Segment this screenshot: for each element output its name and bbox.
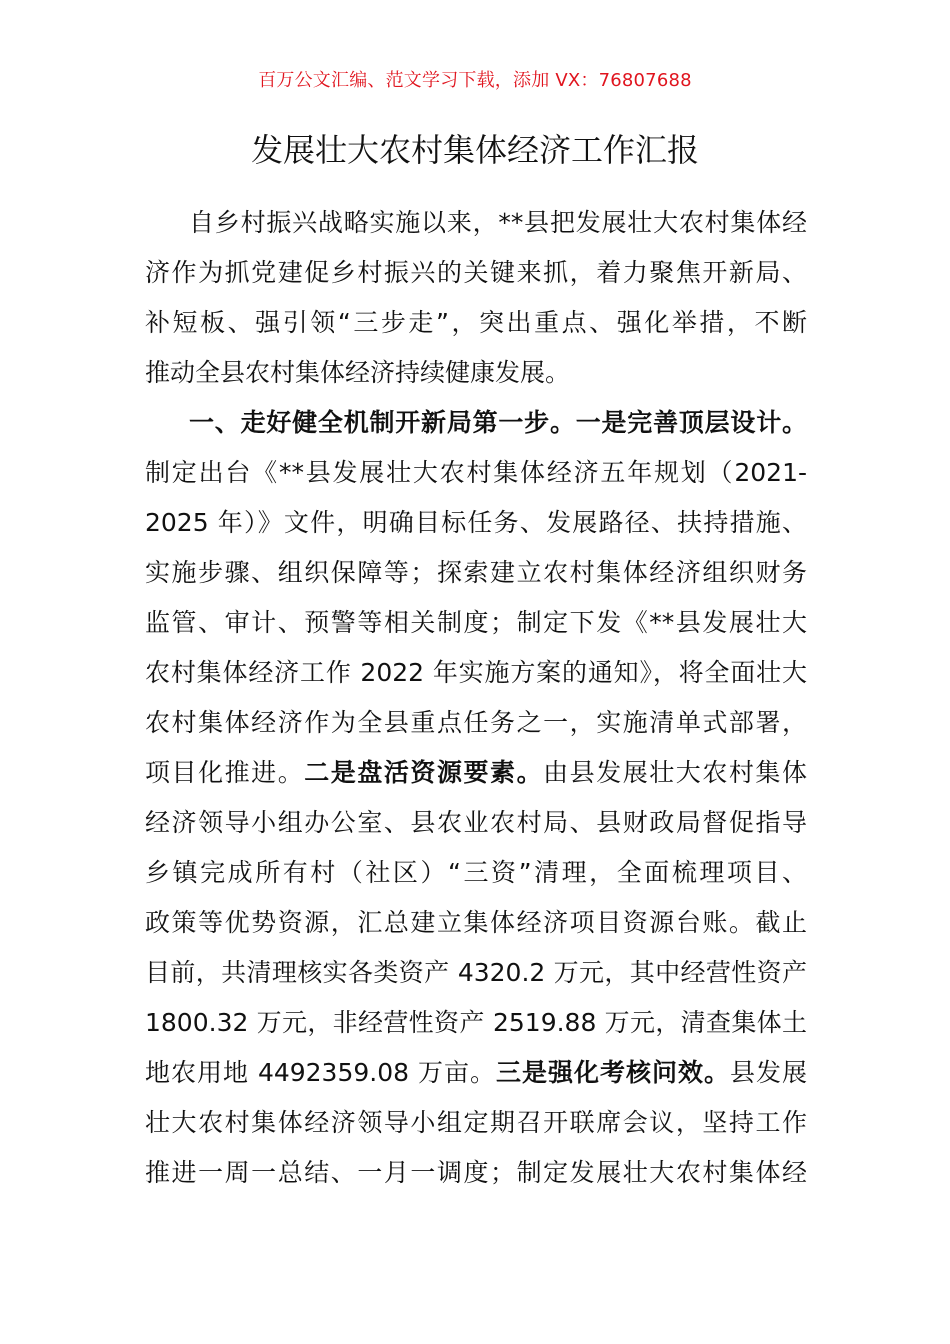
text-line: 济作为抓党建促乡村振兴的关键来抓，着力聚焦开新局、	[145, 258, 807, 287]
text-segment: 县发展	[729, 1058, 807, 1087]
section-heading: 一、走好健全机制开新局第一步。	[189, 408, 576, 437]
text-line: 政策等优势资源，汇总建立集体经济项目资源台账。截止	[145, 908, 807, 937]
subheading: 二是盘活资源要素。	[304, 758, 544, 787]
text-line: 推动全县农村集体经济持续健康发展。	[145, 358, 571, 387]
header-note: 百万公文汇编、范文学习下载，添加 VX：76807688	[258, 70, 692, 91]
text-line: 乡镇完成所有村（社区）“三资”清理，全面梳理项目、	[145, 858, 807, 887]
mixed-line	[145, 1048, 807, 1098]
document-title: 发展壮大农村集体经济工作汇报	[250, 131, 699, 169]
text-segment: 由县发展壮大农村集体	[543, 758, 807, 787]
text-line: 自乡村振兴战略实施以来，**县把发展壮大农村集体经	[189, 208, 807, 237]
text-line: 实施步骤、组织保障等；探索建立农村集体经济组织财务	[145, 558, 807, 587]
text-line: 制定出台《**县发展壮大农村集体经济五年规划（2021-	[145, 458, 807, 487]
text-line: 目前，共清理核实各类资产 4320.2 万元，其中经营性资产	[145, 958, 807, 987]
section-heading-line	[145, 398, 807, 448]
subheading: 三是强化考核问效。	[495, 1058, 730, 1087]
text-line: 补短板、强引领“三步走”，突出重点、强化举措，不断	[145, 308, 807, 337]
text-line: 壮大农村集体经济领导小组定期召开联席会议，坚持工作	[145, 1108, 807, 1137]
document-body	[145, 198, 807, 1198]
text-line: 经济领导小组办公室、县农业农村局、县财政局督促指导	[145, 808, 807, 837]
text-line: 1800.32 万元，非经营性资产 2519.88 万元，清查集体土	[145, 1008, 807, 1037]
text-segment: 项目化推进。	[145, 758, 305, 787]
mixed-line	[145, 748, 807, 798]
text-line: 推进一周一总结、一月一调度；制定发展壮大农村集体经	[145, 1158, 807, 1187]
text-line: 监管、审计、预警等相关制度；制定下发《**县发展壮大	[145, 608, 807, 637]
subheading: 一是完善顶层设计。	[575, 408, 807, 437]
text-line: 农村集体经济工作 2022 年实施方案的通知》，将全面壮大	[145, 658, 807, 687]
text-line: 农村集体经济作为全县重点任务之一，实施清单式部署，	[145, 708, 807, 737]
text-segment: 地农用地 4492359.08 万亩。	[145, 1058, 496, 1087]
text-line: 2025 年）》文件，明确目标任务、发展路径、扶持措施、	[145, 508, 807, 537]
